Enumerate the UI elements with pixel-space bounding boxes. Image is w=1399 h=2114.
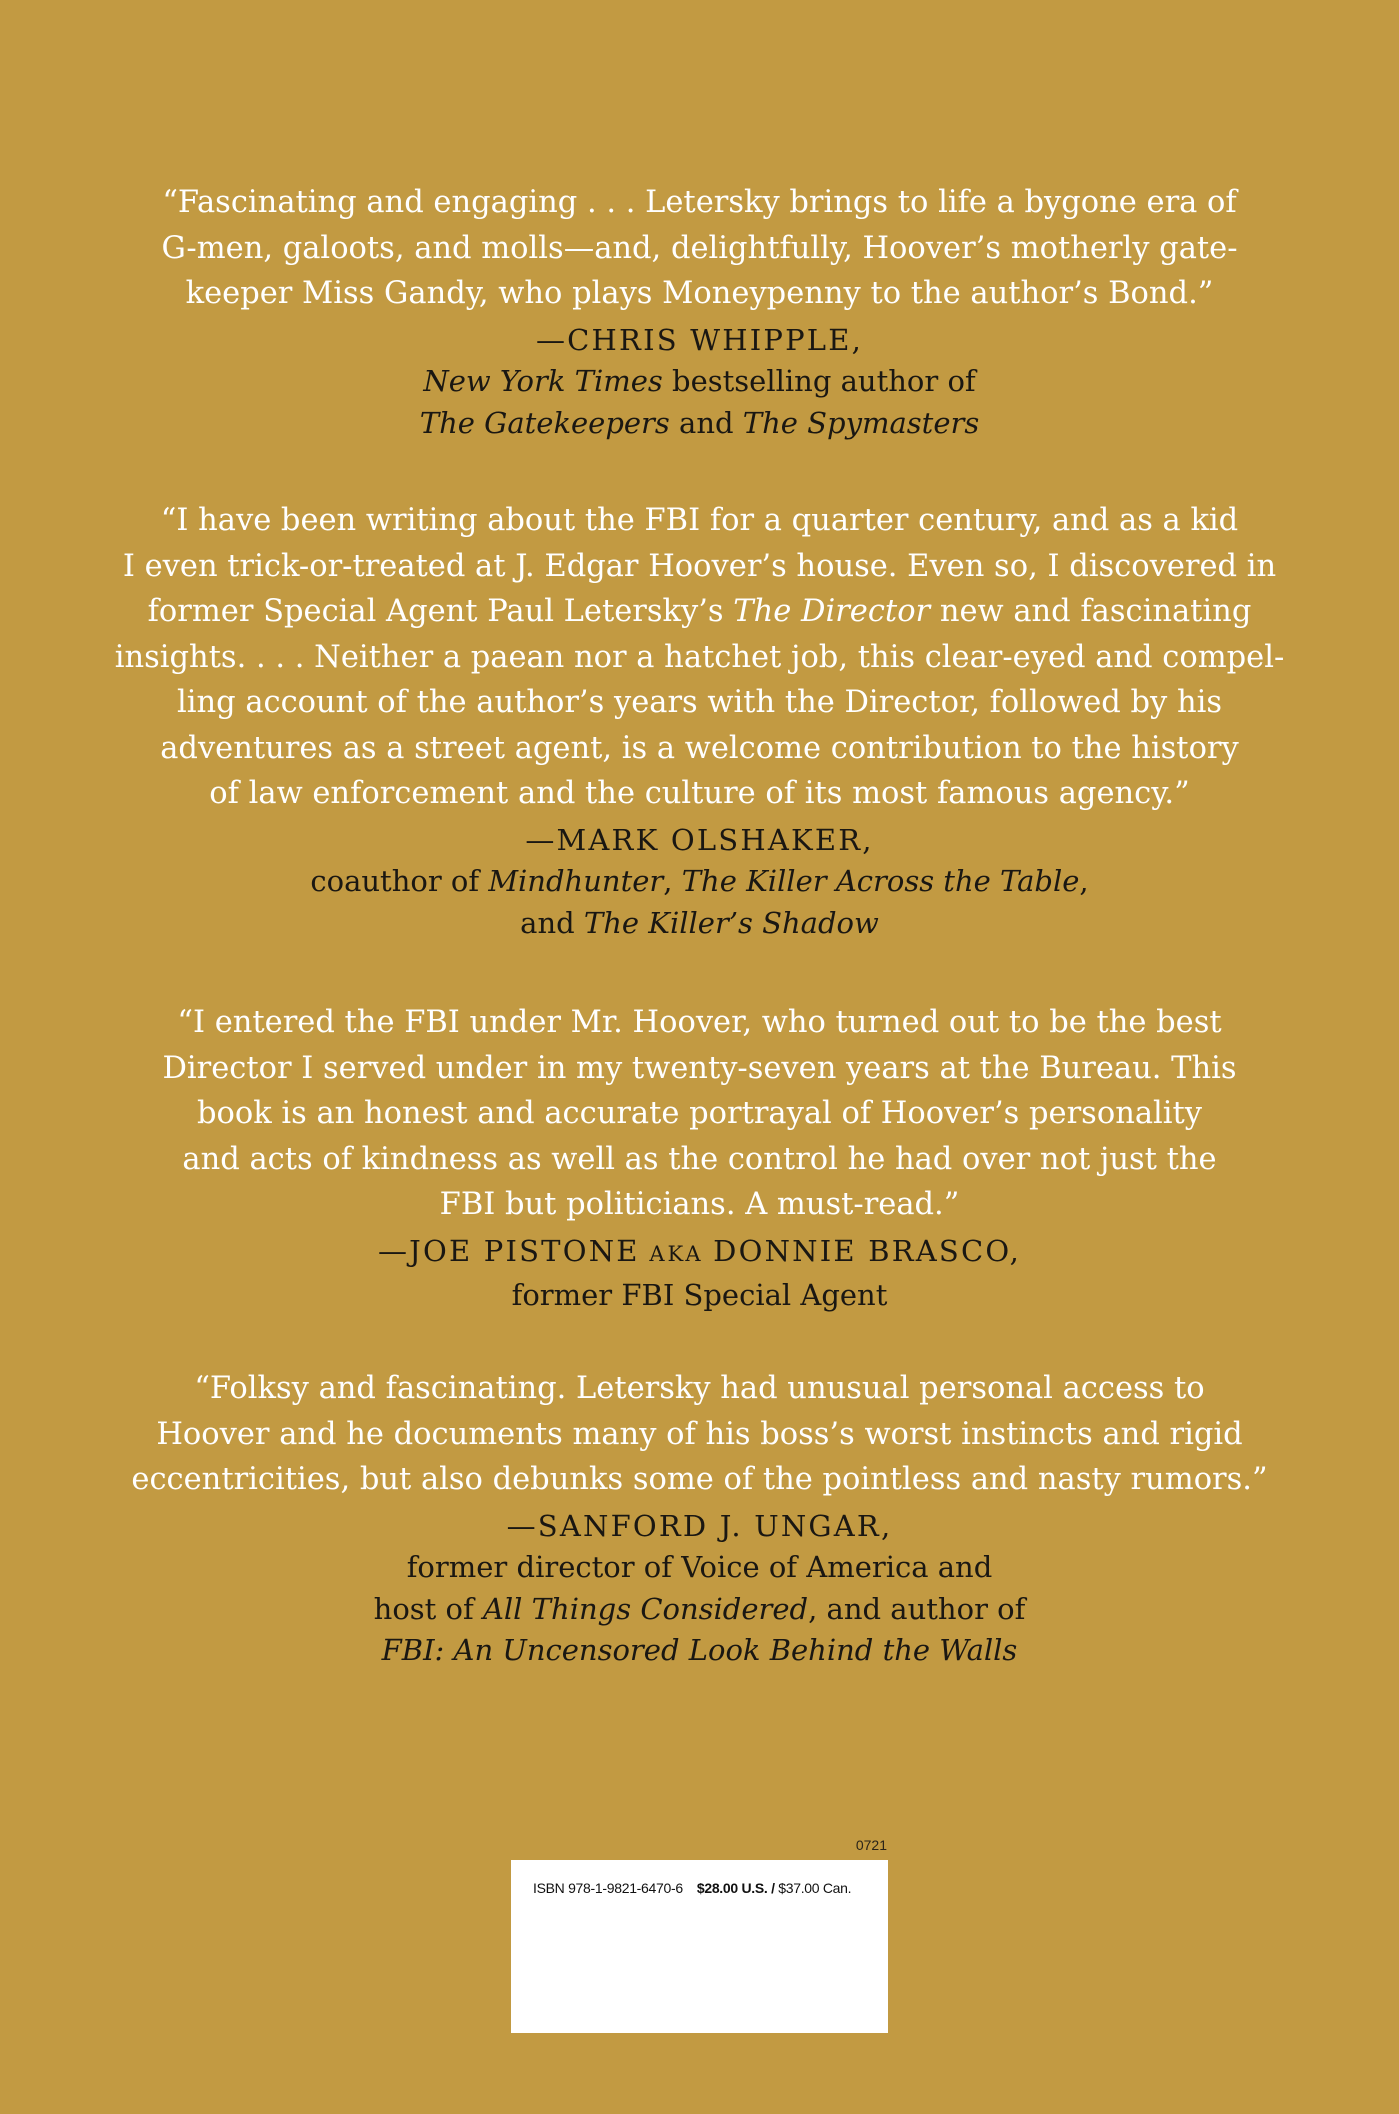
attribution-credit: New York Times bestselling author of xyxy=(423,364,976,398)
attribution-credit: FBI: An Uncensored Look Behind the Walls xyxy=(381,1633,1018,1667)
attribution-credit: The Gatekeepers and The Spymasters xyxy=(419,405,980,440)
attribution-credit: former FBI Special Agent xyxy=(511,1278,888,1312)
attribution-credit: and The Killer’s Shadow xyxy=(520,905,879,940)
quote-text: “Folksy and fascinating. Letersky had unusual personal access to Hoover and he documents many of his boss’s worst instincts and rigid eccentricities, but also debunks some of the pointless and nasty rumors.” xyxy=(131,1371,1268,1497)
attribution-name: —MARK OLSHAKER, xyxy=(525,822,874,857)
isbn-price-line xyxy=(533,1880,851,1896)
blurb-ungar xyxy=(100,1366,1299,1672)
quote-text: “I entered the FBI under Mr. Hoover, who turned out to be the best Director I served under in my twenty-seven years at the Bureau. This book is an honest and accurate portrayal of Hoover’s personality and acts of kindness as well as the control he had over not just the FBI but politicians. A must-read.” xyxy=(162,1005,1237,1222)
attribution-credit: coauthor of Mindhunter, The Killer Across the Table, xyxy=(310,864,1089,898)
attribution xyxy=(100,320,1299,445)
attribution xyxy=(100,820,1299,945)
blurb-pistone xyxy=(100,1000,1299,1317)
attribution-name: —JOE PISTONE AKA DONNIE BRASCO, xyxy=(377,1233,1022,1268)
attribution-name: —SANFORD J. UNGAR, xyxy=(506,1508,893,1543)
price-us: $28.00 U.S. / xyxy=(696,1880,775,1896)
attribution xyxy=(100,1231,1299,1317)
attribution-name: —CHRIS WHIPPLE, xyxy=(535,322,864,357)
quote-text: “I have been writing about the FBI for a quarter century, and as a kid I even trick-or-treated at J. Edgar Hoover’s house. Even so, I discovered in former Special Agent Paul Letersky’s The Director new and fascinating insights. . . . Neither a paean nor a hatchet job, this clear-eyed and compel- ling account of the author’s years with the Director, followed by his adventures as a street agent, is a welcome contribution to the history of law enforcement and the culture of its most famous agency.” xyxy=(114,503,1285,811)
barcode-box xyxy=(511,1860,888,2033)
print-code: 0721 xyxy=(855,1837,887,1853)
blurb-olshaker xyxy=(100,498,1299,944)
isbn-number: ISBN 978-1-9821-6470-6 xyxy=(533,1880,683,1896)
blurb-whipple xyxy=(100,180,1299,444)
price-can: $37.00 Can. xyxy=(774,1880,852,1896)
attribution xyxy=(100,1506,1299,1672)
attribution-credit: former director of Voice of America and xyxy=(406,1550,993,1584)
attribution-credit: host of All Things Considered, and author of xyxy=(373,1591,1026,1626)
quote-text: “Fascinating and engaging . . . Letersky brings to life a bygone era of G-men, galoots, and molls—and, delightfully, Hoover’s motherly gate- keeper Miss Gandy, who plays Moneypenny to the author’s Bond.” xyxy=(161,185,1238,311)
